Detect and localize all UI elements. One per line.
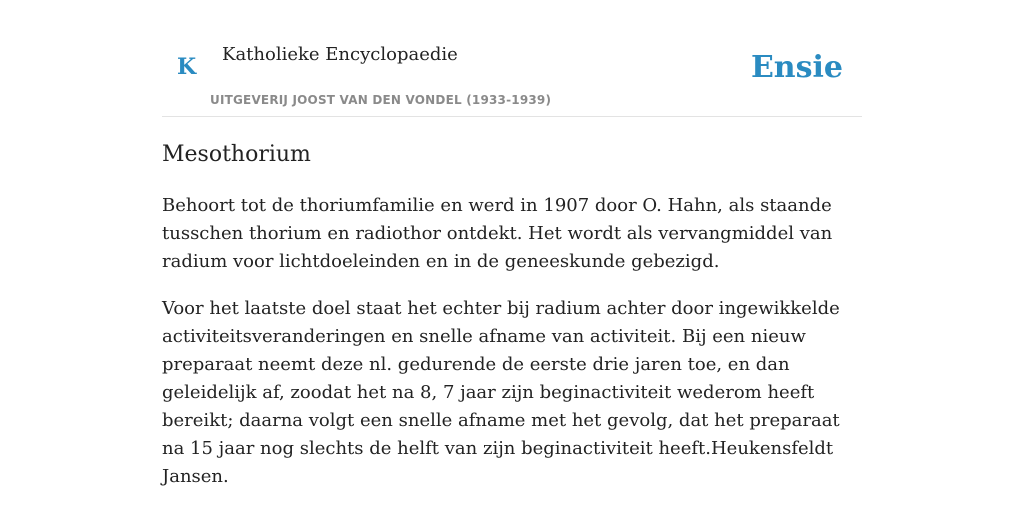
article-paragraph: Behoort tot de thoriumfamilie en werd in 1907 door O. Hahn, als staande tusschen thorium en radiothor ontdekt. Het wordt als vervangmiddel van radium voor lichtdoeleinden en in de geneeskunde gebezigd.	[162, 195, 833, 272]
ensie-brand-logo[interactable]: Ensie	[750, 50, 843, 85]
publisher-label: UITGEVERIJ JOOST VAN DEN VONDEL (1933-1939)	[210, 93, 552, 107]
site-title[interactable]: Katholieke Encyclopaedie	[222, 44, 458, 65]
article-paragraph: Voor het laatste doel staat het echter bij radium achter door ingewikkelde activiteitsveranderingen en snelle afname van activiteit. Bij een nieuw preparaat neemt deze nl. gedurende de eerste drie jaren toe, en dan geleidelijk af, zoodat het na 8, 7 jaar zijn beginactiviteit wederom heeft bereikt; daarna volgt een snelle afname met het gevolg, dat het preparaat na 15 jaar nog slechts de helft van zijn beginactiviteit heeft.Heukensfeldt Jansen.	[162, 298, 840, 487]
article-content	[162, 140, 862, 510]
article-title: Mesothorium	[162, 142, 311, 167]
encyclopedia-logo[interactable]: K	[177, 54, 197, 80]
site-header	[162, 0, 862, 117]
